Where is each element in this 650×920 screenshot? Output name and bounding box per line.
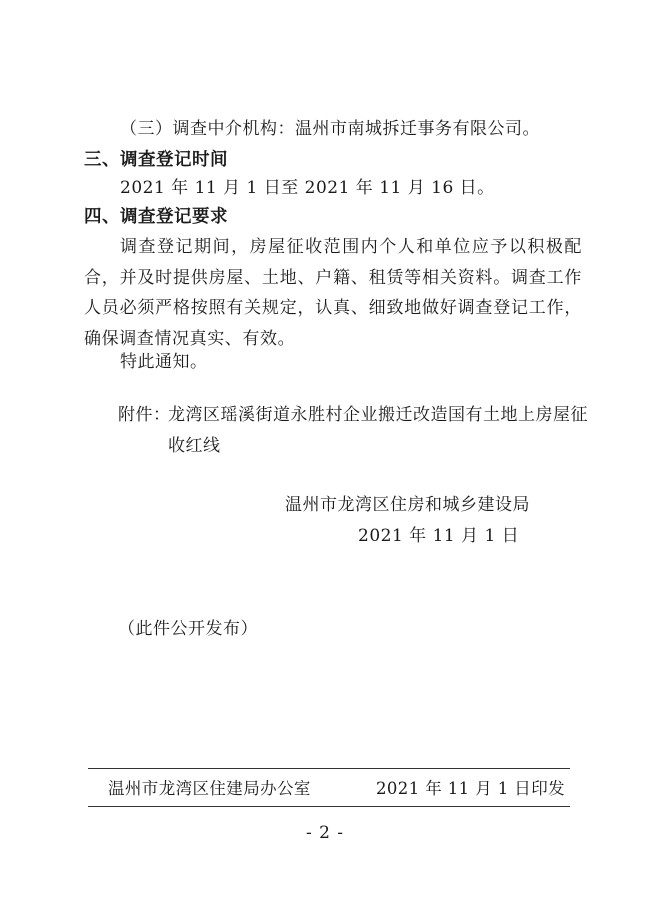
issue-date: 2021 年 11 月 1 日 — [358, 526, 520, 546]
requirements-paragraph: 调查登记期间，房屋征收范围内个人和单位应予以积极配合，并及时提供房屋、土地、户籍、租赁等相关资料。调查工作人员必须严格按照有关规定，认真、细致地做好调查登记工作，确保调查情况真实、有效。 — [84, 237, 582, 349]
footer-office: 温州市龙湾区住建局办公室 — [108, 779, 311, 798]
footer-top-rule — [88, 768, 570, 769]
attachment-content: 龙湾区瑶溪街道永胜村企业搬迁改造国有土地上房屋征收红线 — [168, 405, 588, 456]
attachment-block — [118, 400, 588, 462]
footer-bottom-rule — [88, 806, 570, 807]
page-number: - 2 - — [305, 823, 345, 843]
issuer-name: 温州市龙湾区住房和城乡建设局 — [285, 495, 530, 515]
section-item-3: （三）调查中介机构：温州市南城拆迁事务有限公司。 — [120, 119, 540, 139]
registration-period: 2021 年 11 月 1 日至 2021 年 11 月 16 日。 — [120, 178, 495, 198]
heading-registration-requirements: 四、调查登记要求 — [84, 207, 228, 227]
footer-print-date: 2021 年 11 月 1 日印发 — [376, 779, 566, 798]
publication-note: （此件公开发布） — [118, 619, 258, 639]
notice-closing: 特此通知。 — [120, 352, 208, 372]
attachment-label: 附件： — [118, 405, 171, 425]
heading-registration-time: 三、调查登记时间 — [84, 150, 228, 170]
